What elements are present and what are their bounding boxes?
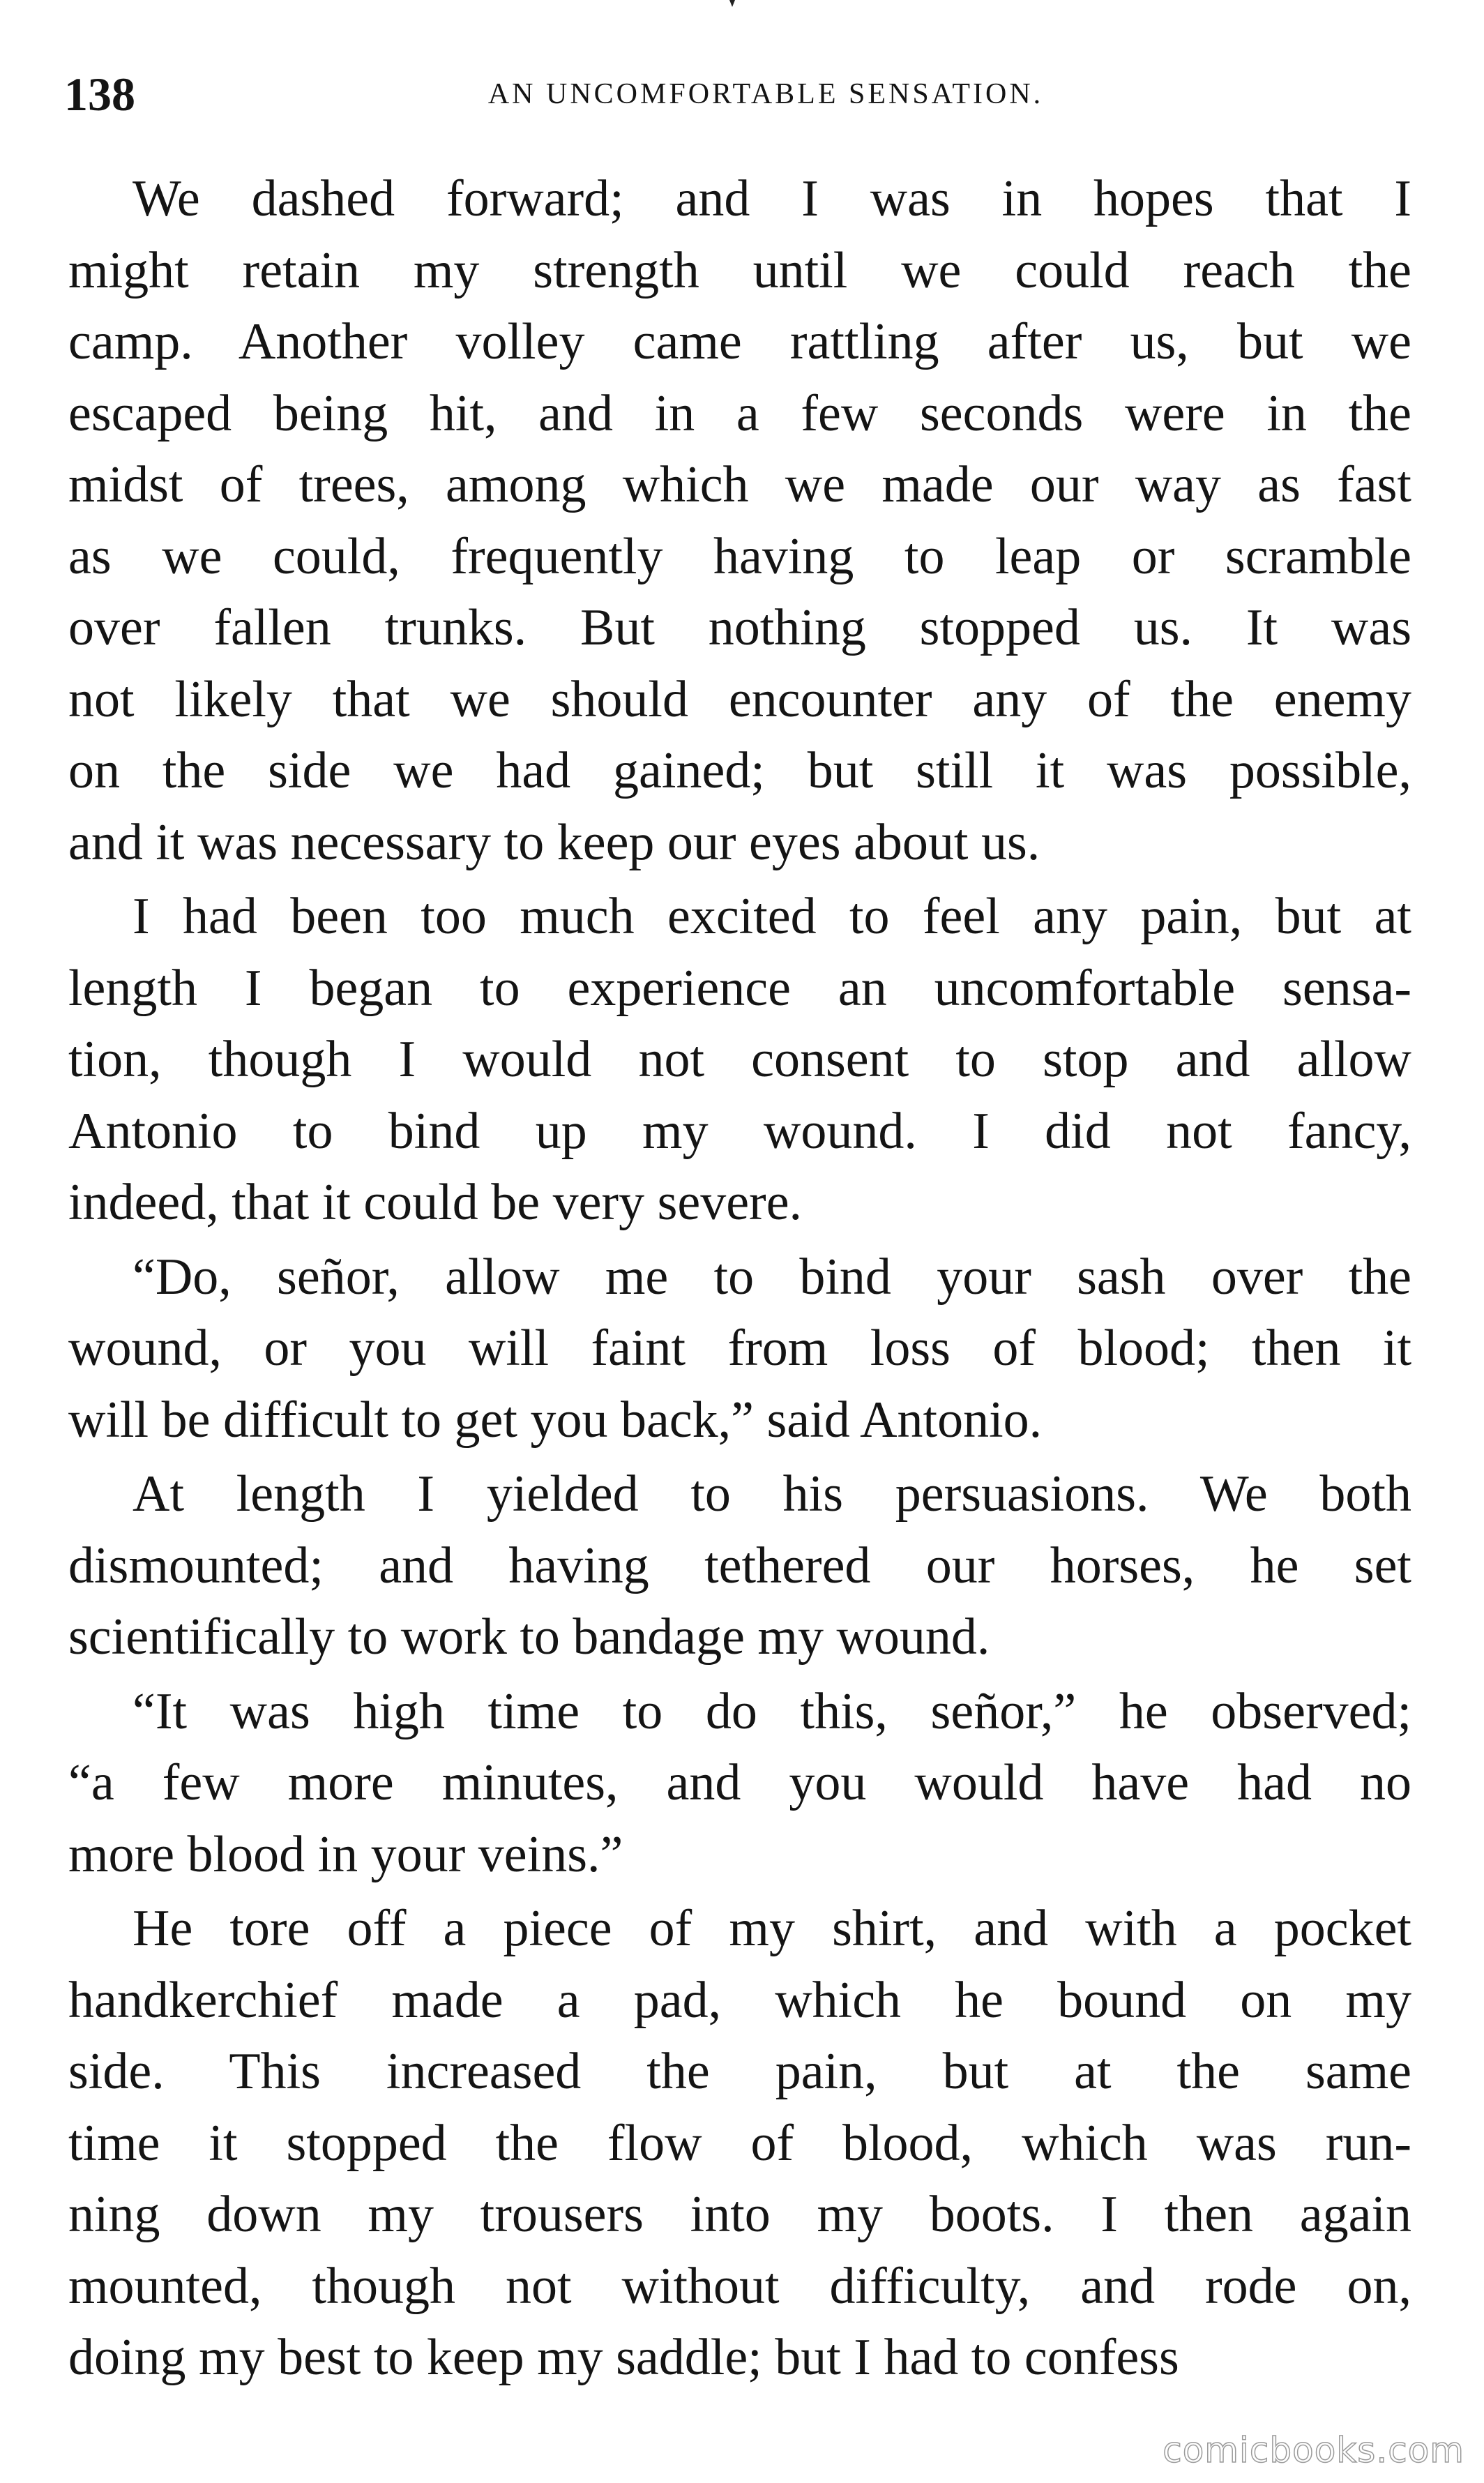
text-line: handkerchief made a pad, which he bound on my (68, 1971, 1411, 2029)
watermark: comicbooks.com (1163, 2430, 1464, 2470)
text-line: doing my best to keep my saddle; but I had to confess (68, 2329, 1179, 2386)
text-line: on the side we had gained; but still it was possible, (68, 742, 1411, 799)
text-line: side. This increased the pain, but at the same (68, 2043, 1411, 2100)
text-line: dismounted; and having tethered our horses, he set (68, 1537, 1411, 1594)
paragraph (68, 1242, 1411, 1456)
text-line: wound, or you will faint from loss of blood; then it (68, 1320, 1411, 1377)
paragraph (68, 1458, 1411, 1673)
text-line: “a few more minutes, and you would have had no (68, 1754, 1411, 1811)
text-line: more blood in your veins.” (68, 1825, 623, 1883)
text-line: midst of trees, among which we made our way as fast (68, 456, 1411, 513)
text-line: I had been too much excited to feel any pain, but at (132, 888, 1411, 945)
body-text (68, 163, 1411, 2394)
text-line: We dashed forward; and I was in hopes that I (132, 170, 1411, 227)
text-line: tion, though I would not consent to stop and allow (68, 1031, 1411, 1088)
print-mark (725, 0, 741, 10)
text-line: ning down my trousers into my boots. I then again (68, 2186, 1411, 2243)
text-line: Antonio to bind up my wound. I did not fancy, (68, 1102, 1411, 1160)
page-number: 138 (64, 68, 135, 121)
text-line: as we could, frequently having to leap or scramble (68, 527, 1411, 585)
text-line: “It was high time to do this, señor,” he observed; (132, 1682, 1411, 1740)
text-line: indeed, that it could be very severe. (68, 1174, 803, 1231)
text-line: scientifically to work to bandage my wound. (68, 1608, 990, 1666)
paragraph (68, 1676, 1411, 1891)
running-head: AN UNCOMFORTABLE SENSATION. (487, 78, 1044, 110)
text-line: time it stopped the flow of blood, which was run- (68, 2114, 1411, 2172)
text-line: and it was necessary to keep our eyes about us. (68, 813, 1040, 871)
text-line: “Do, señor, allow me to bind your sash over the (132, 1248, 1411, 1306)
text-line: escaped being hit, and in a few seconds were in the (68, 384, 1411, 442)
text-line: length I began to experience an uncomfortable sensa- (68, 959, 1411, 1017)
text-line: At length I yielded to his persuasions. We both (132, 1465, 1411, 1523)
paragraph (68, 1893, 1411, 2394)
paragraph (68, 163, 1411, 878)
text-line: over fallen trunks. But nothing stopped us. It was (68, 599, 1411, 656)
text-line: camp. Another volley came rattling after us, but we (68, 313, 1411, 370)
text-line: will be difficult to get you back,” said Antonio. (68, 1391, 1043, 1449)
text-line: might retain my strength until we could reach the (68, 241, 1411, 299)
paragraph (68, 881, 1411, 1239)
text-line: not likely that we should encounter any of the enemy (68, 670, 1411, 728)
text-line: mounted, though not without difficulty, and rode on, (68, 2257, 1411, 2315)
page-header (64, 63, 1411, 126)
text-line: He tore off a piece of my shirt, and with a pocket (132, 1900, 1411, 1957)
